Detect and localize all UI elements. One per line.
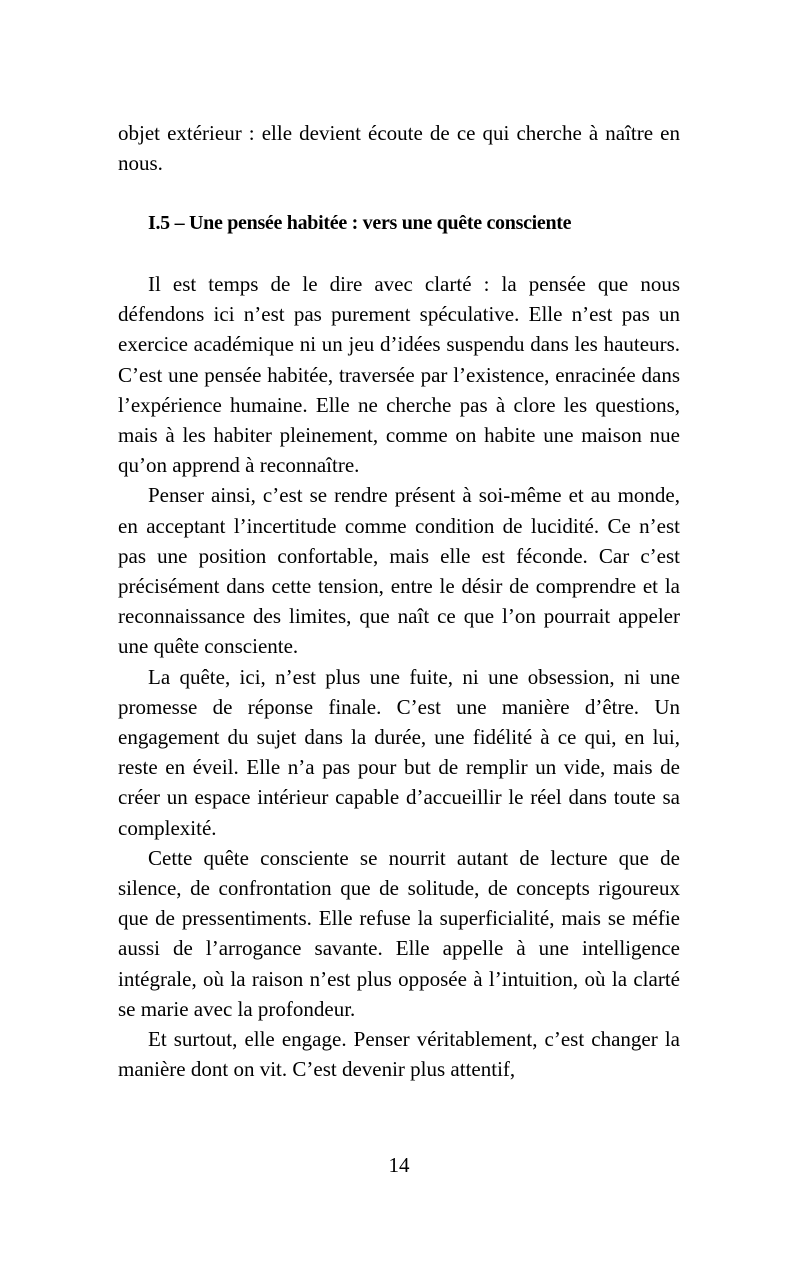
paragraph: Il est temps de le dire avec clarté : la pensée que nous défendons ici n’est pas purement spéculative. Elle n’est pas un exercice académique ni un jeu d’idées suspendu dans les hauteurs. C’est une pensée habitée, traversée par l’existence, enracinée dans l’expérience humaine. Elle ne cherche pas à clore les questions, mais à les habiter pleinement, comme on habite une maison nue qu’on apprend à reconnaître. [118,272,680,478]
paragraph: Et surtout, elle engage. Penser véritablement, c’est changer la manière dont on vit. C’est devenir plus attentif, [118,1027,680,1082]
page-number: 14 [388,1153,410,1177]
continued-paragraph: objet extérieur : elle devient écoute de ce qui cherche à naître en nous. [118,121,680,176]
continued-paragraph-block [118,118,680,178]
paragraph: Penser ainsi, c’est se rendre présent à soi-même et au monde, en acceptant l’incertitude comme condition de lucidité. Ce n’est pas une position confortable, mais elle est féconde. Car c’est précisément dans cette tension, entre le désir de comprendre et la reconnaissance des limites, que naît ce que l’on pourrait appeler une quête consciente. [118,483,680,659]
section-heading: I.5 – Une pensée habitée : vers une quête consciente [148,212,572,234]
paragraph: Cette quête consciente se nourrit autant de lecture que de silence, de confrontation que de solitude, de concepts rigoureux que de pressentiments. Elle refuse la superficialité, mais se méfie aussi de l’arrogance savante. Elle appelle à une intelligence intégrale, où la raison n’est plus opposée à l’intuition, où la clarté se marie avec la profondeur. [118,845,680,1021]
paragraph: La quête, ici, n’est plus une fuite, ni une obsession, ni une promesse de réponse finale. C’est une manière d’être. Un engagement du sujet dans la durée, une fidélité à ce qui, en lui, reste en éveil. Elle n’a pas pour but de remplir un vide, mais de créer un espace intérieur capable d’accueillir le réel dans toute sa complexité. [118,664,680,840]
body-text [118,269,680,1084]
